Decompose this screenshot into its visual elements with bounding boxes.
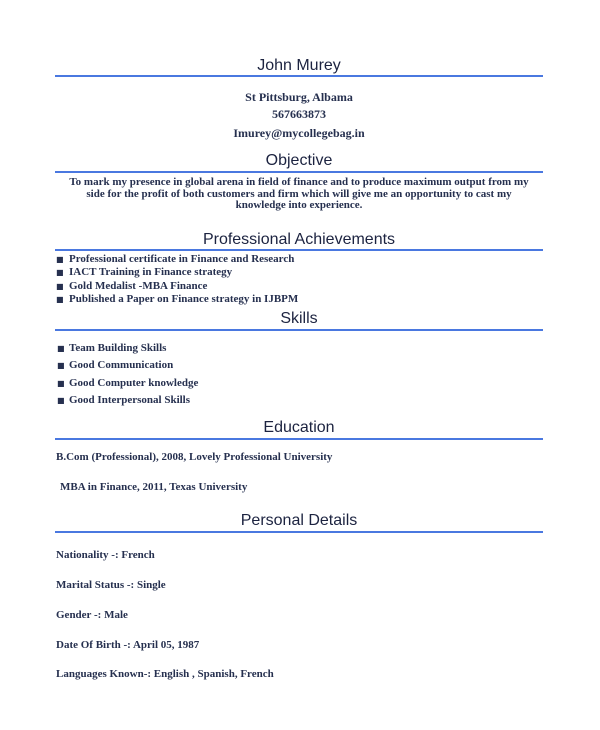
address: St Pittsburg, Albama xyxy=(245,90,353,104)
list-item: Team Building Skills xyxy=(69,342,167,354)
divider xyxy=(55,171,543,173)
section-title-skills: Skills xyxy=(280,310,318,327)
divider xyxy=(55,438,543,440)
marital-status: Marital Status -: Single xyxy=(56,579,166,591)
bullet-icon: ■ xyxy=(57,361,65,370)
candidate-name: John Murey xyxy=(257,57,341,74)
gender: Gender -: Male xyxy=(56,609,128,621)
phone: 567663873 xyxy=(272,107,326,121)
section-title-education: Education xyxy=(263,419,335,436)
nationality: Nationality -: French xyxy=(56,549,155,561)
divider xyxy=(55,249,543,251)
divider xyxy=(55,75,543,77)
education-item: B.Com (Professional), 2008, Lovely Professional University xyxy=(56,451,333,463)
bullet-icon: ■ xyxy=(56,268,64,277)
bullet-icon: ■ xyxy=(56,255,64,264)
bullet-icon: ■ xyxy=(57,396,65,405)
objective-text: To mark my presence in global arena in field of finance and to produce maximum output from my side for the profit of both customers and firm which will give me an opportunity to cast my knowledge into experience. xyxy=(69,176,529,211)
date-of-birth: Date Of Birth -: April 05, 1987 xyxy=(56,639,200,651)
divider xyxy=(55,531,543,533)
list-item: Good Computer knowledge xyxy=(69,377,199,389)
section-title-objective: Objective xyxy=(265,152,333,169)
list-item: Professional certificate in Finance and Research xyxy=(69,253,295,265)
divider xyxy=(55,329,543,331)
section-title-achievements: Professional Achievements xyxy=(202,231,396,248)
bullet-icon: ■ xyxy=(56,295,64,304)
bullet-icon: ■ xyxy=(57,379,65,388)
email: Imurey@mycollegebag.in xyxy=(233,126,365,140)
languages-known: Languages Known-: English , Spanish, French xyxy=(56,668,274,680)
list-item: IACT Training in Finance strategy xyxy=(69,266,233,278)
bullet-icon: ■ xyxy=(57,344,65,353)
list-item: Gold Medalist -MBA Finance xyxy=(69,280,208,292)
section-title-personal: Personal Details xyxy=(240,512,358,529)
education-item: MBA in Finance, 2011, Texas University xyxy=(60,481,248,493)
list-item: Good Communication xyxy=(69,359,174,371)
list-item: Published a Paper on Finance strategy in IJBPM xyxy=(69,293,299,305)
list-item: Good Interpersonal Skills xyxy=(69,394,191,406)
bullet-icon: ■ xyxy=(56,282,64,291)
